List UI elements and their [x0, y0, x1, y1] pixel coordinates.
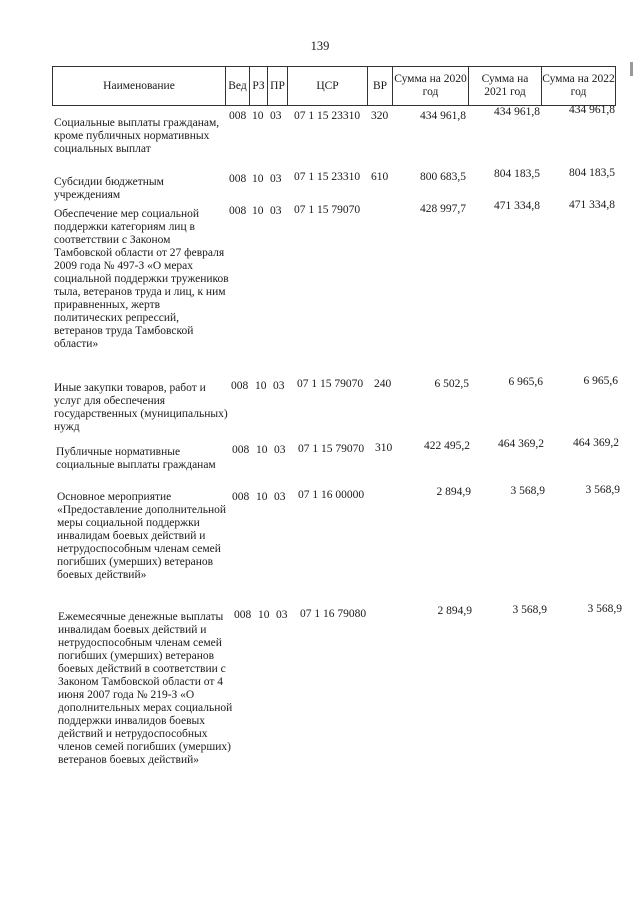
row-rz: 10 [252, 173, 264, 185]
row-pr: 03 [274, 444, 286, 456]
header-vr: ВР [367, 66, 393, 106]
row-sum-2020: 2 894,9 [436, 486, 471, 498]
row-sum-2022: 804 183,5 [569, 167, 615, 179]
row-sum-2022: 6 965,6 [583, 375, 618, 387]
row-vr: 320 [371, 110, 389, 122]
row-pr: 03 [273, 380, 285, 392]
row-ved: 008 [229, 205, 247, 217]
scan-artifact [630, 62, 633, 76]
header-rz: РЗ [249, 66, 268, 106]
header-name: Наименование [52, 66, 226, 106]
row-vr: 240 [374, 378, 392, 390]
header-sum-2022: Сумма на 2022 год [541, 66, 616, 106]
row-rz: 10 [255, 380, 267, 392]
row-rz: 10 [252, 205, 264, 217]
header-sum-2021: Сумма на 2021 год [468, 66, 542, 106]
row-sum-2021: 471 334,8 [494, 200, 540, 212]
header-sum-2020: Сумма на 2020 год [392, 66, 469, 106]
row-sum-2021: 3 568,9 [512, 604, 547, 616]
row-sum-2020: 422 495,2 [424, 440, 470, 452]
header-ved: Вед [225, 66, 250, 106]
row-ved: 008 [232, 491, 250, 503]
row-ved: 008 [234, 609, 252, 621]
row-sum-2022: 3 568,9 [587, 603, 622, 615]
row-sum-2021: 464 369,2 [498, 438, 544, 450]
row-csr: 07 1 15 23310 [294, 171, 361, 183]
row-name: Социальные выплаты гражданам, кроме публичных нормативных социальных выплат [54, 117, 220, 155]
row-pr: 03 [274, 491, 286, 503]
row-sum-2021: 6 965,6 [508, 376, 543, 388]
row-csr: 07 1 15 79070 [294, 204, 361, 216]
header-csr: ЦСР [287, 66, 368, 106]
row-ved: 008 [231, 380, 249, 392]
row-name: Обеспечение мер социальной поддержки категориям лиц в соответствии с Законом Тамбовской области от 27 февраля 2009 года № 497-З «О мерах социальной поддержки тружеников тыла, ветеранов труда и лиц, к ним приравненных, жертв политических репрессий, ветеранов труда Тамбовской области» [54, 208, 229, 350]
row-csr: 07 1 15 79070 [298, 443, 365, 455]
row-sum-2021: 3 568,9 [510, 485, 545, 497]
row-sum-2020: 428 997,7 [420, 203, 466, 215]
row-ved: 008 [232, 444, 250, 456]
row-name: Субсидии бюджетным учреждениям [54, 176, 164, 201]
row-sum-2021: 804 183,5 [494, 168, 540, 180]
row-pr: 03 [270, 110, 282, 122]
row-sum-2022: 471 334,8 [569, 199, 615, 211]
row-name: Иные закупки товаров, работ и услуг для обеспечения государственных (муниципальных) нужд [54, 382, 228, 433]
row-ved: 008 [229, 173, 247, 185]
row-pr: 03 [270, 205, 282, 217]
row-sum-2020: 6 502,5 [434, 378, 469, 390]
row-csr: 07 1 16 00000 [298, 489, 365, 501]
row-vr: 610 [371, 171, 389, 183]
row-vr: 310 [375, 442, 393, 454]
header-pr: ПР [267, 66, 288, 106]
row-name: Основное мероприятие «Предоставление дополнительной меры социальной поддержки инвалидам боевых действий и нетрудоспособным членам семей погибших (умерших) ветеранов боевых действий» [57, 491, 227, 581]
row-rz: 10 [258, 609, 270, 621]
row-rz: 10 [256, 444, 268, 456]
row-csr: 07 1 16 79080 [300, 608, 367, 620]
row-name: Публичные нормативные социальные выплаты гражданам [56, 446, 216, 471]
row-ved: 008 [229, 110, 247, 122]
row-sum-2021: 434 961,8 [494, 106, 540, 118]
row-sum-2020: 2 894,9 [437, 605, 472, 617]
row-sum-2022: 464 369,2 [573, 437, 619, 449]
row-sum-2020: 800 683,5 [420, 171, 466, 183]
row-sum-2022: 434 961,8 [569, 104, 615, 116]
row-csr: 07 1 15 79070 [297, 378, 364, 390]
page-number: 139 [310, 39, 330, 53]
row-name: Ежемесячные денежные выплаты инвалидам боевых действий и нетрудоспособным членам семей погибших (умерших) ветеранов боевых действий в соответствии с Законом Тамбовской области от 4 июня 2007 года № 219-З «О дополнительных мерах социальной поддержки инвалидов боевых действий и нетрудоспособных членов семей погибших (умерших) ветеранов боевых действий» [58, 611, 233, 766]
row-rz: 10 [256, 491, 268, 503]
row-rz: 10 [252, 110, 264, 122]
row-pr: 03 [276, 609, 288, 621]
row-sum-2020: 434 961,8 [420, 110, 466, 122]
row-sum-2022: 3 568,9 [585, 484, 620, 496]
row-pr: 03 [270, 173, 282, 185]
row-csr: 07 1 15 23310 [294, 110, 361, 122]
